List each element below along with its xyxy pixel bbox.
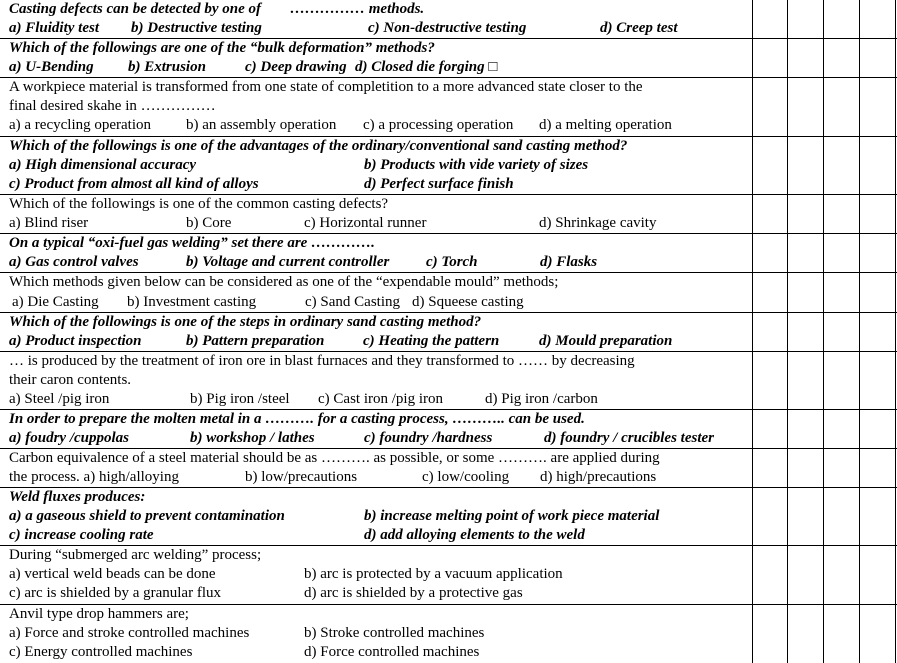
question-text: Carbon equivalence of a steel material should be as ………. as possible, or some ………. are applied during (9, 450, 660, 466)
question-row (0, 78, 752, 137)
option-b[interactable]: b) increase melting point of work piece material (364, 508, 660, 524)
question-row (0, 488, 752, 546)
grid-line (787, 0, 788, 663)
question-text: Weld fluxes produces: (9, 489, 146, 505)
option-d[interactable]: d) Perfect surface finish (364, 176, 514, 192)
question-text: A workpiece material is transformed from one state of completition to a more advanced state closer to the (9, 79, 643, 95)
question-text: Which methods given below can be considered as one of the “expendable mould” methods; (9, 274, 559, 290)
grid-line (752, 77, 897, 78)
grid-line (752, 272, 897, 273)
option-d[interactable]: d) arc is shielded by a protective gas (304, 585, 523, 601)
option-b[interactable]: b) Stroke controlled machines (304, 625, 485, 641)
option-d[interactable]: d) foundry / crucibles tester (544, 430, 714, 446)
option-c[interactable]: c) Cast iron /pig iron (318, 391, 443, 407)
question-text: their caron contents. (9, 372, 132, 388)
grid-line (752, 38, 897, 39)
question-row (0, 137, 752, 195)
option-a[interactable]: a) a recycling operation (9, 117, 152, 133)
question-text: Which of the followings is one of the steps in ordinary sand casting method? (9, 314, 482, 330)
option-d[interactable]: d) Closed die forging □ (355, 59, 498, 75)
question-row (0, 352, 752, 410)
option-d[interactable]: d) Creep test (600, 20, 678, 36)
option-b[interactable]: b) Investment casting (127, 294, 257, 310)
option-d[interactable]: d) Pig iron /carbon (485, 391, 598, 407)
option-d[interactable]: d) Flasks (540, 254, 598, 270)
option-d[interactable]: d) Squeese casting (412, 294, 524, 310)
option-a[interactable]: a) foudry /cuppolas (9, 430, 129, 446)
option-c[interactable]: c) increase cooling rate (9, 527, 154, 543)
grid-line (895, 0, 896, 663)
option-d[interactable]: d) high/precautions (540, 469, 657, 485)
grid-line (752, 233, 897, 234)
grid-line (752, 448, 897, 449)
option-d[interactable]: d) a melting operation (539, 117, 672, 133)
grid-line (752, 136, 897, 137)
question-row (0, 449, 752, 488)
option-b[interactable]: b) Extrusion (128, 59, 206, 75)
question-row (0, 605, 752, 663)
question-row (0, 313, 752, 352)
grid-line (752, 194, 897, 195)
question-text: Anvil type drop hammers are; (9, 606, 189, 622)
option-a[interactable]: a) Product inspection (9, 333, 142, 349)
question-row (0, 195, 752, 234)
option-a[interactable]: a) vertical weld beads can be done (9, 566, 216, 582)
option-c[interactable]: c) Torch (426, 254, 478, 270)
option-b[interactable]: b) workshop / lathes (190, 430, 315, 446)
option-b[interactable]: b) Products with vide variety of sizes (364, 157, 589, 173)
question-text: On a typical “oxi-fuel gas welding” set there are …………. (9, 235, 375, 251)
option-c[interactable]: c) Non-destructive testing (368, 20, 527, 36)
question-text: Which of the followings are one of the “bulk deformation” methods? (9, 40, 435, 56)
option-b[interactable]: b) Voltage and current controller (186, 254, 390, 270)
option-a[interactable]: a) U-Bending (9, 59, 94, 75)
question-row (0, 234, 752, 273)
grid-line (752, 351, 897, 352)
option-b[interactable]: b) low/precautions (245, 469, 358, 485)
question-text: final desired skahe in …………… (9, 98, 216, 114)
option-d[interactable]: d) Mould preparation (539, 333, 673, 349)
option-a[interactable]: a) Fluidity test (9, 20, 99, 36)
question-row (0, 546, 752, 605)
question-row (0, 0, 752, 39)
grid-line (752, 604, 897, 605)
grid-line (752, 487, 897, 488)
option-a[interactable]: a) Die Casting (12, 294, 99, 310)
option-c[interactable]: c) Horizontal runner (304, 215, 427, 231)
option-d[interactable]: d) Shrinkage cavity (539, 215, 657, 231)
option-a[interactable]: a) Force and stroke controlled machines (9, 625, 250, 641)
option-c[interactable]: c) arc is shielded by a granular flux (9, 585, 221, 601)
question-text: Which of the followings is one of the advantages of the ordinary/conventional sand casting method? (9, 138, 628, 154)
option-c[interactable]: c) a processing operation (363, 117, 514, 133)
question-text: In order to prepare the molten metal in a ………. for a casting process, ……….. can be used. (9, 411, 585, 427)
question-text: Which of the followings is one of the common casting defects? (9, 196, 389, 212)
option-a[interactable]: a) a gaseous shield to prevent contamination (9, 508, 285, 524)
option-a[interactable]: a) Steel /pig iron (9, 391, 110, 407)
question-row (0, 410, 752, 449)
option-b[interactable]: b) Destructive testing (131, 20, 262, 36)
option-a[interactable]: the process. a) high/alloying (9, 469, 179, 485)
grid-line (823, 0, 824, 663)
option-c[interactable]: c) foundry /hardness (364, 430, 493, 446)
option-c[interactable]: c) Heating the pattern (363, 333, 500, 349)
option-b[interactable]: b) arc is protected by a vacuum application (304, 566, 563, 582)
grid-line (752, 312, 897, 313)
option-a[interactable]: a) Gas control valves (9, 254, 139, 270)
option-c[interactable]: c) Sand Casting (305, 294, 400, 310)
question-row (0, 273, 752, 313)
question-text: … is produced by the treatment of iron ore in blast furnaces and they transformed to …… by decreasing (9, 353, 635, 369)
question-text: During “submerged arc welding” process; (9, 547, 262, 563)
option-d[interactable]: d) add alloying elements to the weld (364, 527, 585, 543)
grid-line (752, 0, 753, 663)
option-b[interactable]: b) Pig iron /steel (190, 391, 290, 407)
question-row (0, 39, 752, 78)
option-d[interactable]: d) Force controlled machines (304, 644, 480, 660)
option-c[interactable]: c) Deep drawing (245, 59, 347, 75)
option-c[interactable]: c) Product from almost all kind of alloys (9, 176, 259, 192)
option-a[interactable]: a) Blind riser (9, 215, 89, 231)
option-a[interactable]: a) High dimensional accuracy (9, 157, 197, 173)
grid-line (859, 0, 860, 663)
option-c[interactable]: c) low/cooling (422, 469, 510, 485)
grid-line (752, 545, 897, 546)
option-c[interactable]: c) Energy controlled machines (9, 644, 193, 660)
question-text: Casting defects can be detected by one of …………… methods. (9, 1, 425, 17)
option-b[interactable]: b) Core (186, 215, 232, 231)
option-b[interactable]: b) an assembly operation (186, 117, 337, 133)
option-b[interactable]: b) Pattern preparation (186, 333, 325, 349)
grid-line (752, 409, 897, 410)
